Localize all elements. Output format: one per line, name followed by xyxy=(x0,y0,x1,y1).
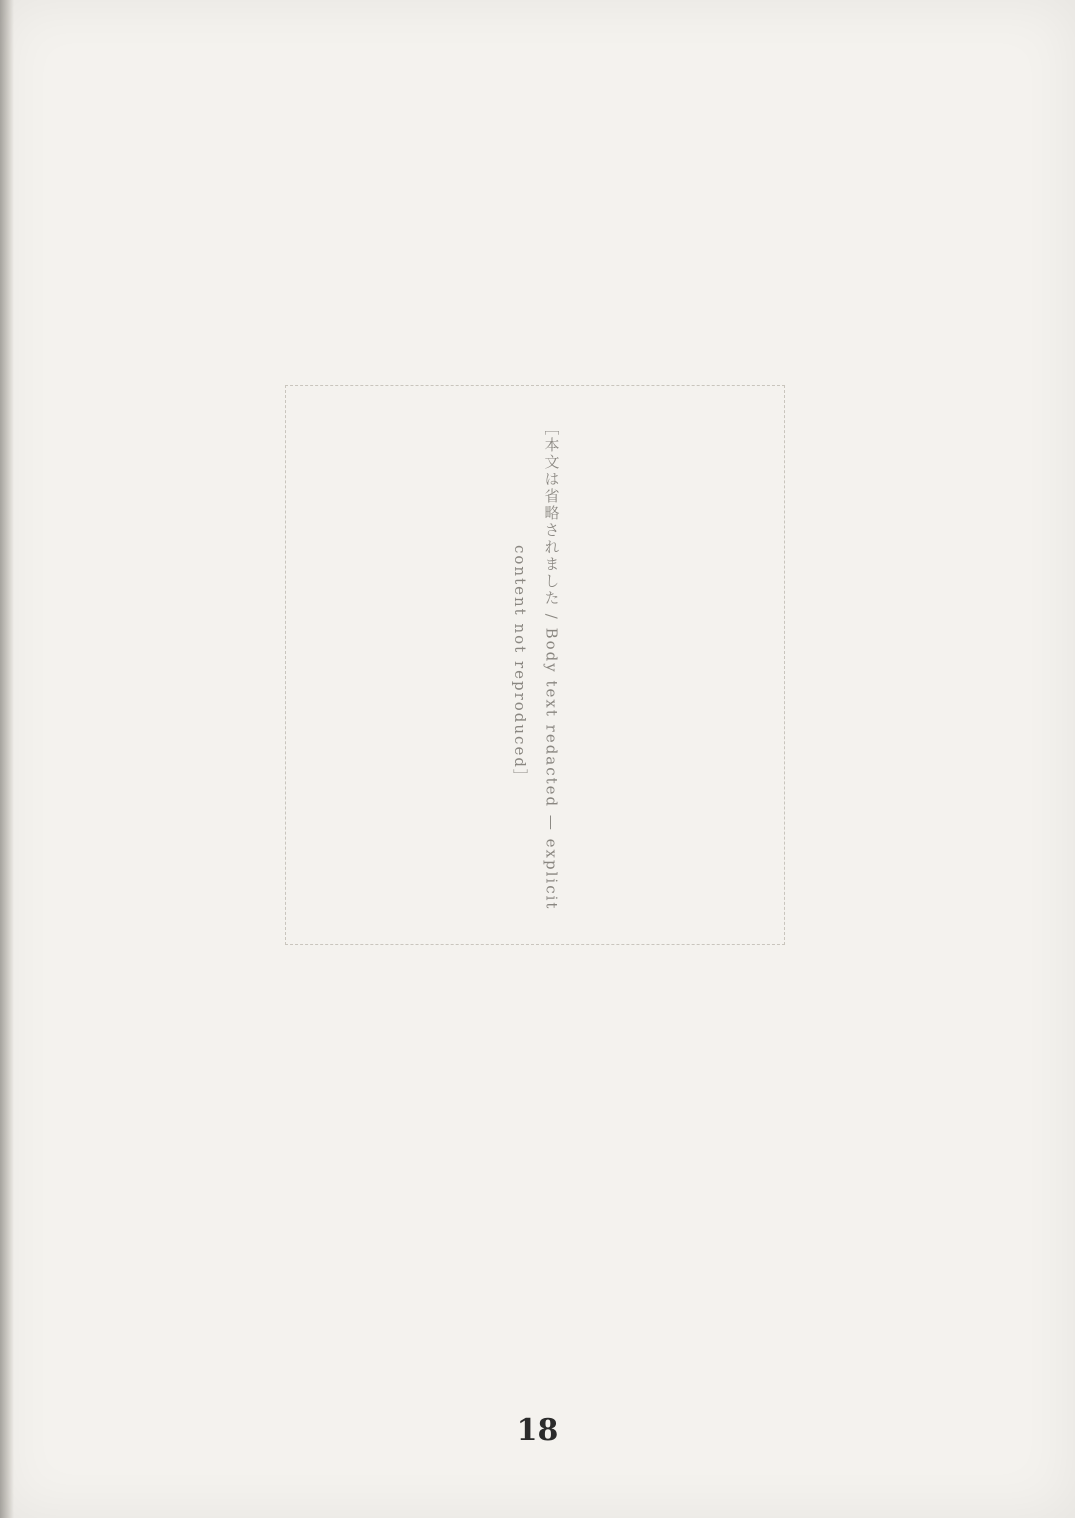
vertical-text-block-redacted: ［本文は省略されました / Body text redacted — explicit content not reproduced］ xyxy=(285,385,785,945)
scan-edge-shadow xyxy=(0,0,14,1518)
page-number: 18 xyxy=(516,1413,559,1448)
